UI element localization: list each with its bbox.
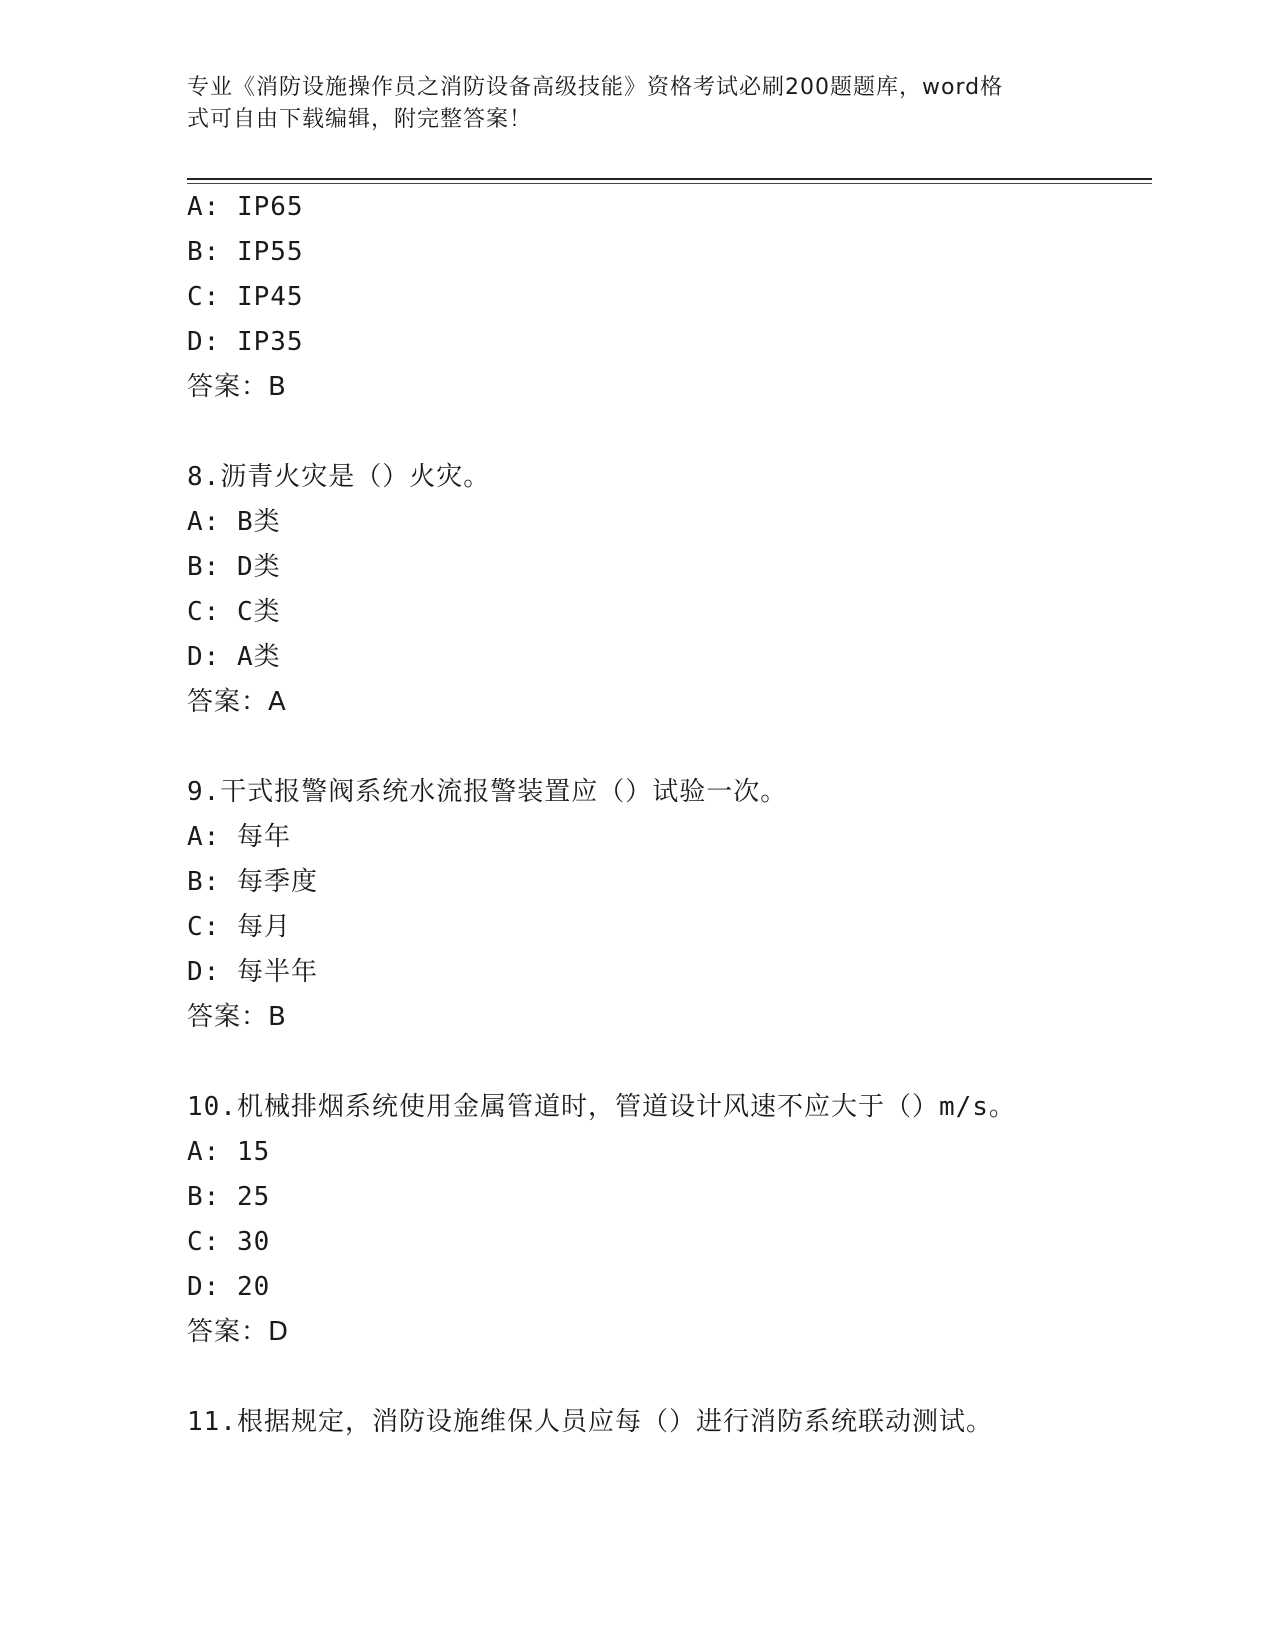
q7-option-b: B: IP55 bbox=[187, 237, 304, 267]
header-divider-thin bbox=[187, 183, 1152, 184]
q10-answer: 答案：D bbox=[187, 1317, 290, 1347]
q9-answer: 答案：B bbox=[187, 1002, 287, 1032]
q10-option-c: C: 30 bbox=[187, 1227, 271, 1257]
header-divider-thick bbox=[187, 178, 1152, 180]
q7-option-a: A: IP65 bbox=[187, 192, 304, 222]
q7-option-c: C: IP45 bbox=[187, 282, 304, 312]
q9-option-b: B: 每季度 bbox=[187, 867, 318, 897]
q10-option-a: A: 15 bbox=[187, 1137, 271, 1167]
q10-question: 10.机械排烟系统使用金属管道时，管道设计风速不应大于（）m/s。 bbox=[187, 1092, 1016, 1122]
q9-option-a: A: 每年 bbox=[187, 822, 291, 852]
q8-answer: 答案：A bbox=[187, 687, 287, 717]
q8-option-a: A: B类 bbox=[187, 507, 281, 537]
q9-question: 9.干式报警阀系统水流报警装置应（）试验一次。 bbox=[187, 777, 788, 807]
q9-option-c: C: 每月 bbox=[187, 912, 291, 942]
q7-answer: 答案：B bbox=[187, 372, 287, 402]
header-line-1: 专业《消防设施操作员之消防设备高级技能》资格考试必刷200题题库，word格 bbox=[187, 75, 1004, 100]
q8-option-d: D: A类 bbox=[187, 642, 281, 672]
q10-option-b: B: 25 bbox=[187, 1182, 271, 1212]
document-header bbox=[187, 72, 1067, 136]
q8-option-b: B: D类 bbox=[187, 552, 281, 582]
q11-question: 11.根据规定，消防设施维保人员应每（）进行消防系统联动测试。 bbox=[187, 1407, 993, 1437]
header-line-2: 式可自由下载编辑，附完整答案！ bbox=[187, 107, 533, 132]
q7-option-d: D: IP35 bbox=[187, 327, 304, 357]
q8-option-c: C: C类 bbox=[187, 597, 281, 627]
q9-option-d: D: 每半年 bbox=[187, 957, 318, 987]
q10-option-d: D: 20 bbox=[187, 1272, 271, 1302]
q8-question: 8.沥青火灾是（）火灾。 bbox=[187, 462, 491, 492]
